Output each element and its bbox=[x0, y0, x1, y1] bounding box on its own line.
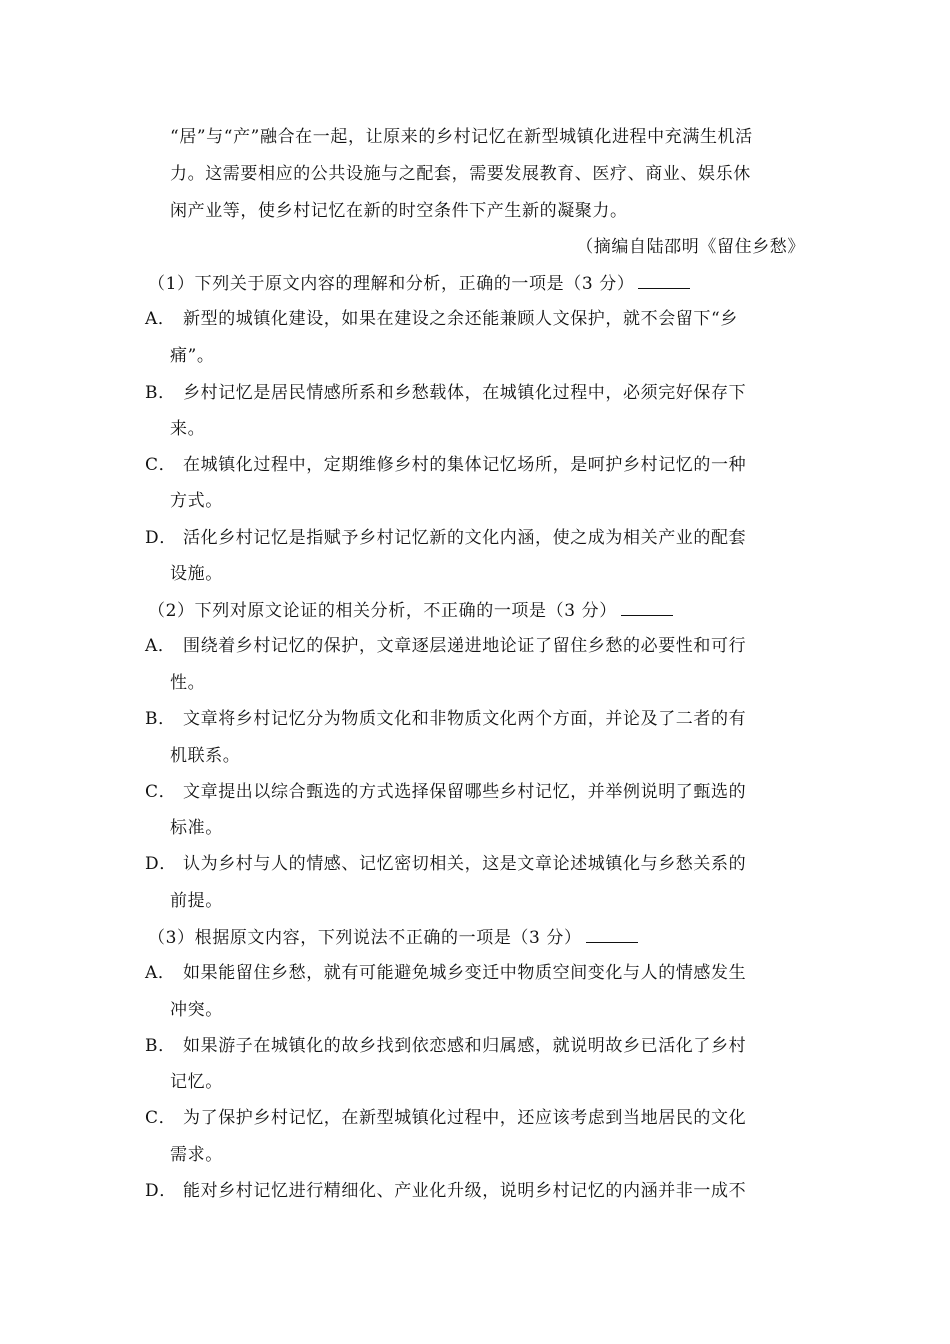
answer-blank[interactable] bbox=[638, 272, 690, 289]
q2-option-b-cont: 机联系。 bbox=[170, 746, 241, 766]
passage-line: 力。这需要相应的公共设施与之配套，需要发展教育、医疗、商业、娱乐休 bbox=[170, 164, 751, 184]
q3-option-a-cont: 冲突。 bbox=[170, 1000, 223, 1020]
q1-option-b: B． 乡村记忆是居民情感所系和乡愁载体，在城镇化过程中，必须完好保存下 bbox=[145, 383, 747, 403]
q1-option-c-cont: 方式。 bbox=[170, 491, 223, 511]
q3-option-b: B． 如果游子在城镇化的故乡找到依恋感和归属感，就说明故乡已活化了乡村 bbox=[145, 1036, 747, 1056]
q2-option-d-cont: 前提。 bbox=[170, 891, 223, 911]
answer-blank[interactable] bbox=[586, 926, 638, 943]
passage-line: 闲产业等，使乡村记忆在新的时空条件下产生新的凝聚力。 bbox=[170, 201, 628, 221]
answer-blank[interactable] bbox=[621, 599, 673, 616]
question-1-stem: （1）下列关于原文内容的理解和分析，正确的一项是（3 分） bbox=[148, 272, 690, 295]
q2-option-a: A． 围绕着乡村记忆的保护，文章逐层递进地论证了留住乡愁的必要性和可行 bbox=[145, 636, 747, 656]
q3-option-c: C． 为了保护乡村记忆，在新型城镇化过程中，还应该考虑到当地居民的文化 bbox=[145, 1108, 747, 1128]
q1-option-d-cont: 设施。 bbox=[170, 564, 223, 584]
q2-option-c-cont: 标准。 bbox=[170, 818, 223, 838]
question-2-stem: （2）下列对原文论证的相关分析，不正确的一项是（3 分） bbox=[148, 599, 673, 622]
q1-option-b-cont: 来。 bbox=[170, 419, 206, 439]
q1-option-a-cont: 痛”。 bbox=[170, 346, 215, 366]
passage-source: （摘编自陆邵明《留住乡愁》 bbox=[576, 237, 805, 257]
q3-option-c-cont: 需求。 bbox=[170, 1145, 223, 1165]
q3-option-d: D． 能对乡村记忆进行精细化、产业化升级，说明乡村记忆的内涵并非一成不 bbox=[145, 1181, 747, 1201]
q1-option-a: A． 新型的城镇化建设，如果在建设之余还能兼顾人文保护，就不会留下“乡 bbox=[145, 309, 738, 329]
q2-option-d: D． 认为乡村与人的情感、记忆密切相关，这是文章论述城镇化与乡愁关系的 bbox=[145, 854, 747, 874]
q1-option-d: D． 活化乡村记忆是指赋予乡村记忆新的文化内涵，使之成为相关产业的配套 bbox=[145, 528, 747, 548]
q2-option-c: C． 文章提出以综合甄选的方式选择保留哪些乡村记忆，并举例说明了甄选的 bbox=[145, 782, 747, 802]
question-3-stem: （3）根据原文内容，下列说法不正确的一项是（3 分） bbox=[148, 926, 638, 949]
q3-option-b-cont: 记忆。 bbox=[170, 1072, 223, 1092]
q1-option-c: C． 在城镇化过程中，定期维修乡村的集体记忆场所，是呵护乡村记忆的一种 bbox=[145, 455, 747, 475]
q2-option-b: B． 文章将乡村记忆分为物质文化和非物质文化两个方面，并论及了二者的有 bbox=[145, 709, 747, 729]
passage-line: “居”与“产”融合在一起，让原来的乡村记忆在新型城镇化进程中充满生机活 bbox=[170, 127, 753, 147]
q3-option-a: A． 如果能留住乡愁，就有可能避免城乡变迁中物质空间变化与人的情感发生 bbox=[145, 963, 747, 983]
q2-option-a-cont: 性。 bbox=[170, 673, 206, 693]
